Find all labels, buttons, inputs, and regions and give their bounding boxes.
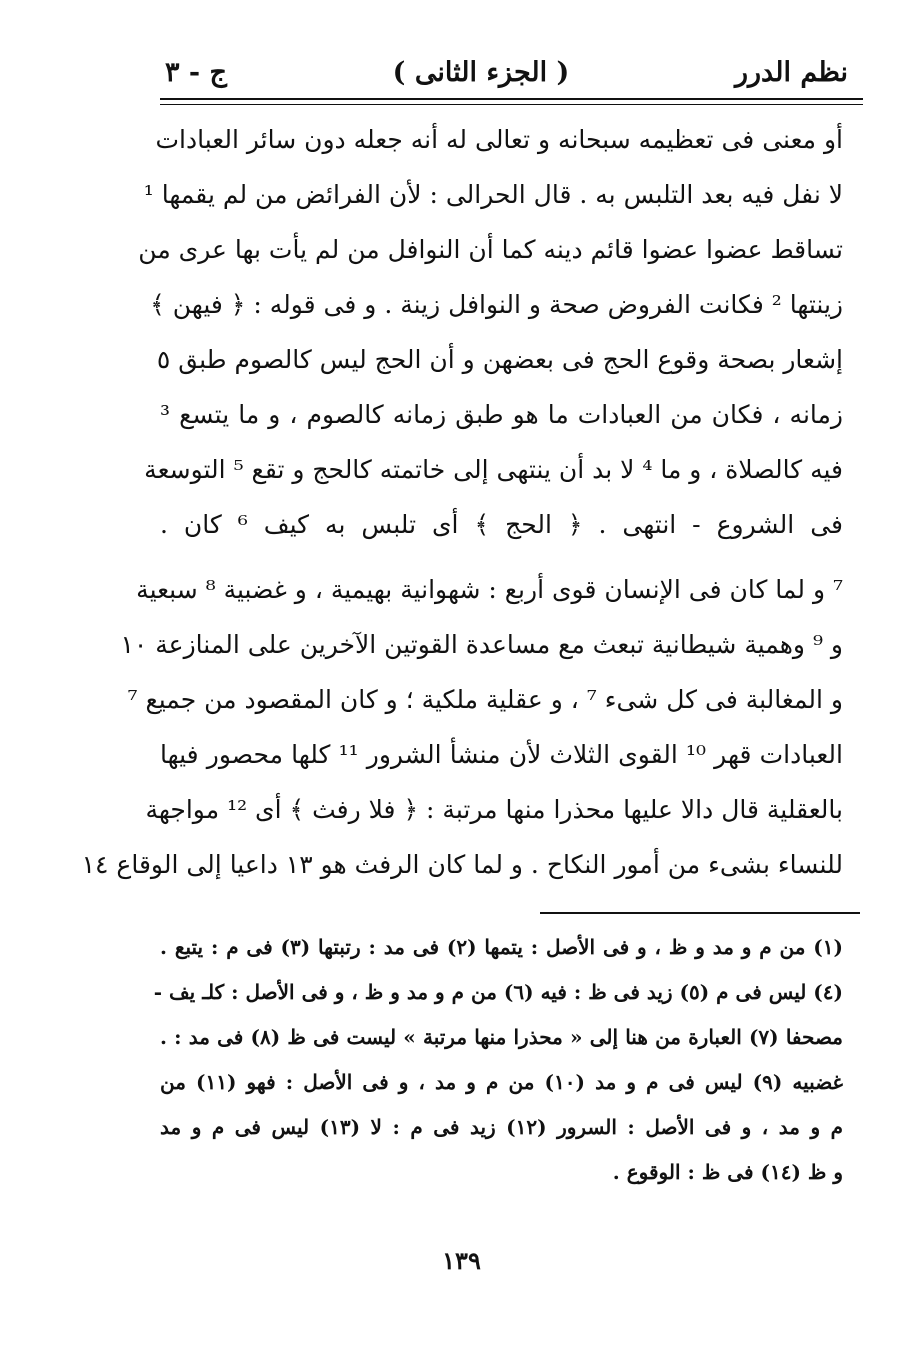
text-line: زمانه ، فكان من العبادات ما هو طبق زمانه كالصوم ، و ما يتسع ³ xyxy=(160,400,843,429)
text-line: و ⁹ وهمية شيطانية تبعث مع مساعدة القوتين الآخرين على المنازعة ١٠ xyxy=(120,630,843,659)
text-line: تساقط عضوا عضوا قائم دينه كما أن النوافل من لم يأت بها عرى من xyxy=(138,235,843,264)
main-text xyxy=(81,112,843,892)
text-line: أو معنى فى تعظيمه سبحانه و تعالى له أنه جعله دون سائر العبادات xyxy=(155,125,843,154)
text-line: للنساء بشىء من أمور النكاح . و لما كان الرفث هو ١٣ داعيا إلى الوقاع ١٤ xyxy=(81,850,843,879)
footnote-separator xyxy=(540,912,860,914)
footnotes xyxy=(153,925,844,1195)
text-line: بالعقلية قال دالا عليها محذرا منها مرتبة : ﴿ فلا رفث ﴾ أى ¹² مواجهة xyxy=(145,795,843,824)
text-line: إشعار بصحة وقوع الحج فى بعضهن و أن الحج ليس كالصوم طبق ٥ xyxy=(156,345,843,374)
text-line: و المغالبة فى كل شىء ⁷ ، و عقلية ملكية ؛ و كان المقصود من جميع ⁷ xyxy=(127,685,843,714)
footnote-line: مصحفا (٧) العبارة من هنا إلى « محذرا منها مرتبة » ليست فى ظ (٨) فى مد : . xyxy=(160,1025,843,1049)
header-rule xyxy=(160,98,863,100)
footnote-line: (٤) ليس فى م (٥) زيد فى ظ : فيه (٦) من م و مد و ظ ، و فى الأصل : كلـ يف - xyxy=(153,980,843,1004)
book-title: نظم الدرر xyxy=(734,56,848,88)
text-line: ⁷ و لما كان فى الإنسان قوى أربع : شهوانية بهيمية ، و غضبية ⁸ سبعية xyxy=(136,575,843,604)
text-line: لا نفل فيه بعد التلبس به . قال الحرالى : لأن الفرائض من لم يقمها ¹ xyxy=(143,180,843,209)
footnote-line: غضبيه (٩) ليس فى م و مد (١٠) من م و مد ، و فى الأصل : فهو (١١) من xyxy=(160,1070,843,1094)
part-title: ( الجزء الثانى ) xyxy=(392,56,570,88)
footnote-line: م و مد ، و فى الأصل : السرور (١٢) زيد فى م : لا (١٣) ليس فى م و مد xyxy=(160,1115,844,1139)
text-line: زينتها ² فكانت الفروض صحة و النوافل زينة . و فى قوله : ﴿ فيهن ﴾ xyxy=(150,290,843,319)
footnote-line: و ظ (١٤) فى ظ : الوقوع . xyxy=(612,1160,843,1184)
text-line: فيه كالصلاة ، و ما ⁴ لا بد أن ينتهى إلى خاتمته كالحج و تقع ⁵ التوسعة xyxy=(144,455,843,484)
volume-marker: ج - ٣ xyxy=(165,56,227,88)
footnote-line: (١) من م و مد و ظ ، و فى الأصل : يتمها (٢) فى مد : رتبتها (٣) فى م : يتبع . xyxy=(160,935,843,959)
header-rule-thin xyxy=(160,104,863,105)
text-line: العبادات قهر ¹⁰ القوى الثلاث لأن منشأ الشرور ¹¹ كلها محصور فيها xyxy=(160,740,843,769)
page-number: ١٣٩ xyxy=(442,1246,481,1275)
text-line: فى الشروع - انتهى . ﴿ الحج ﴾ أى تلبس به كيف ⁶ كان . xyxy=(160,510,843,539)
page-header xyxy=(165,52,848,92)
